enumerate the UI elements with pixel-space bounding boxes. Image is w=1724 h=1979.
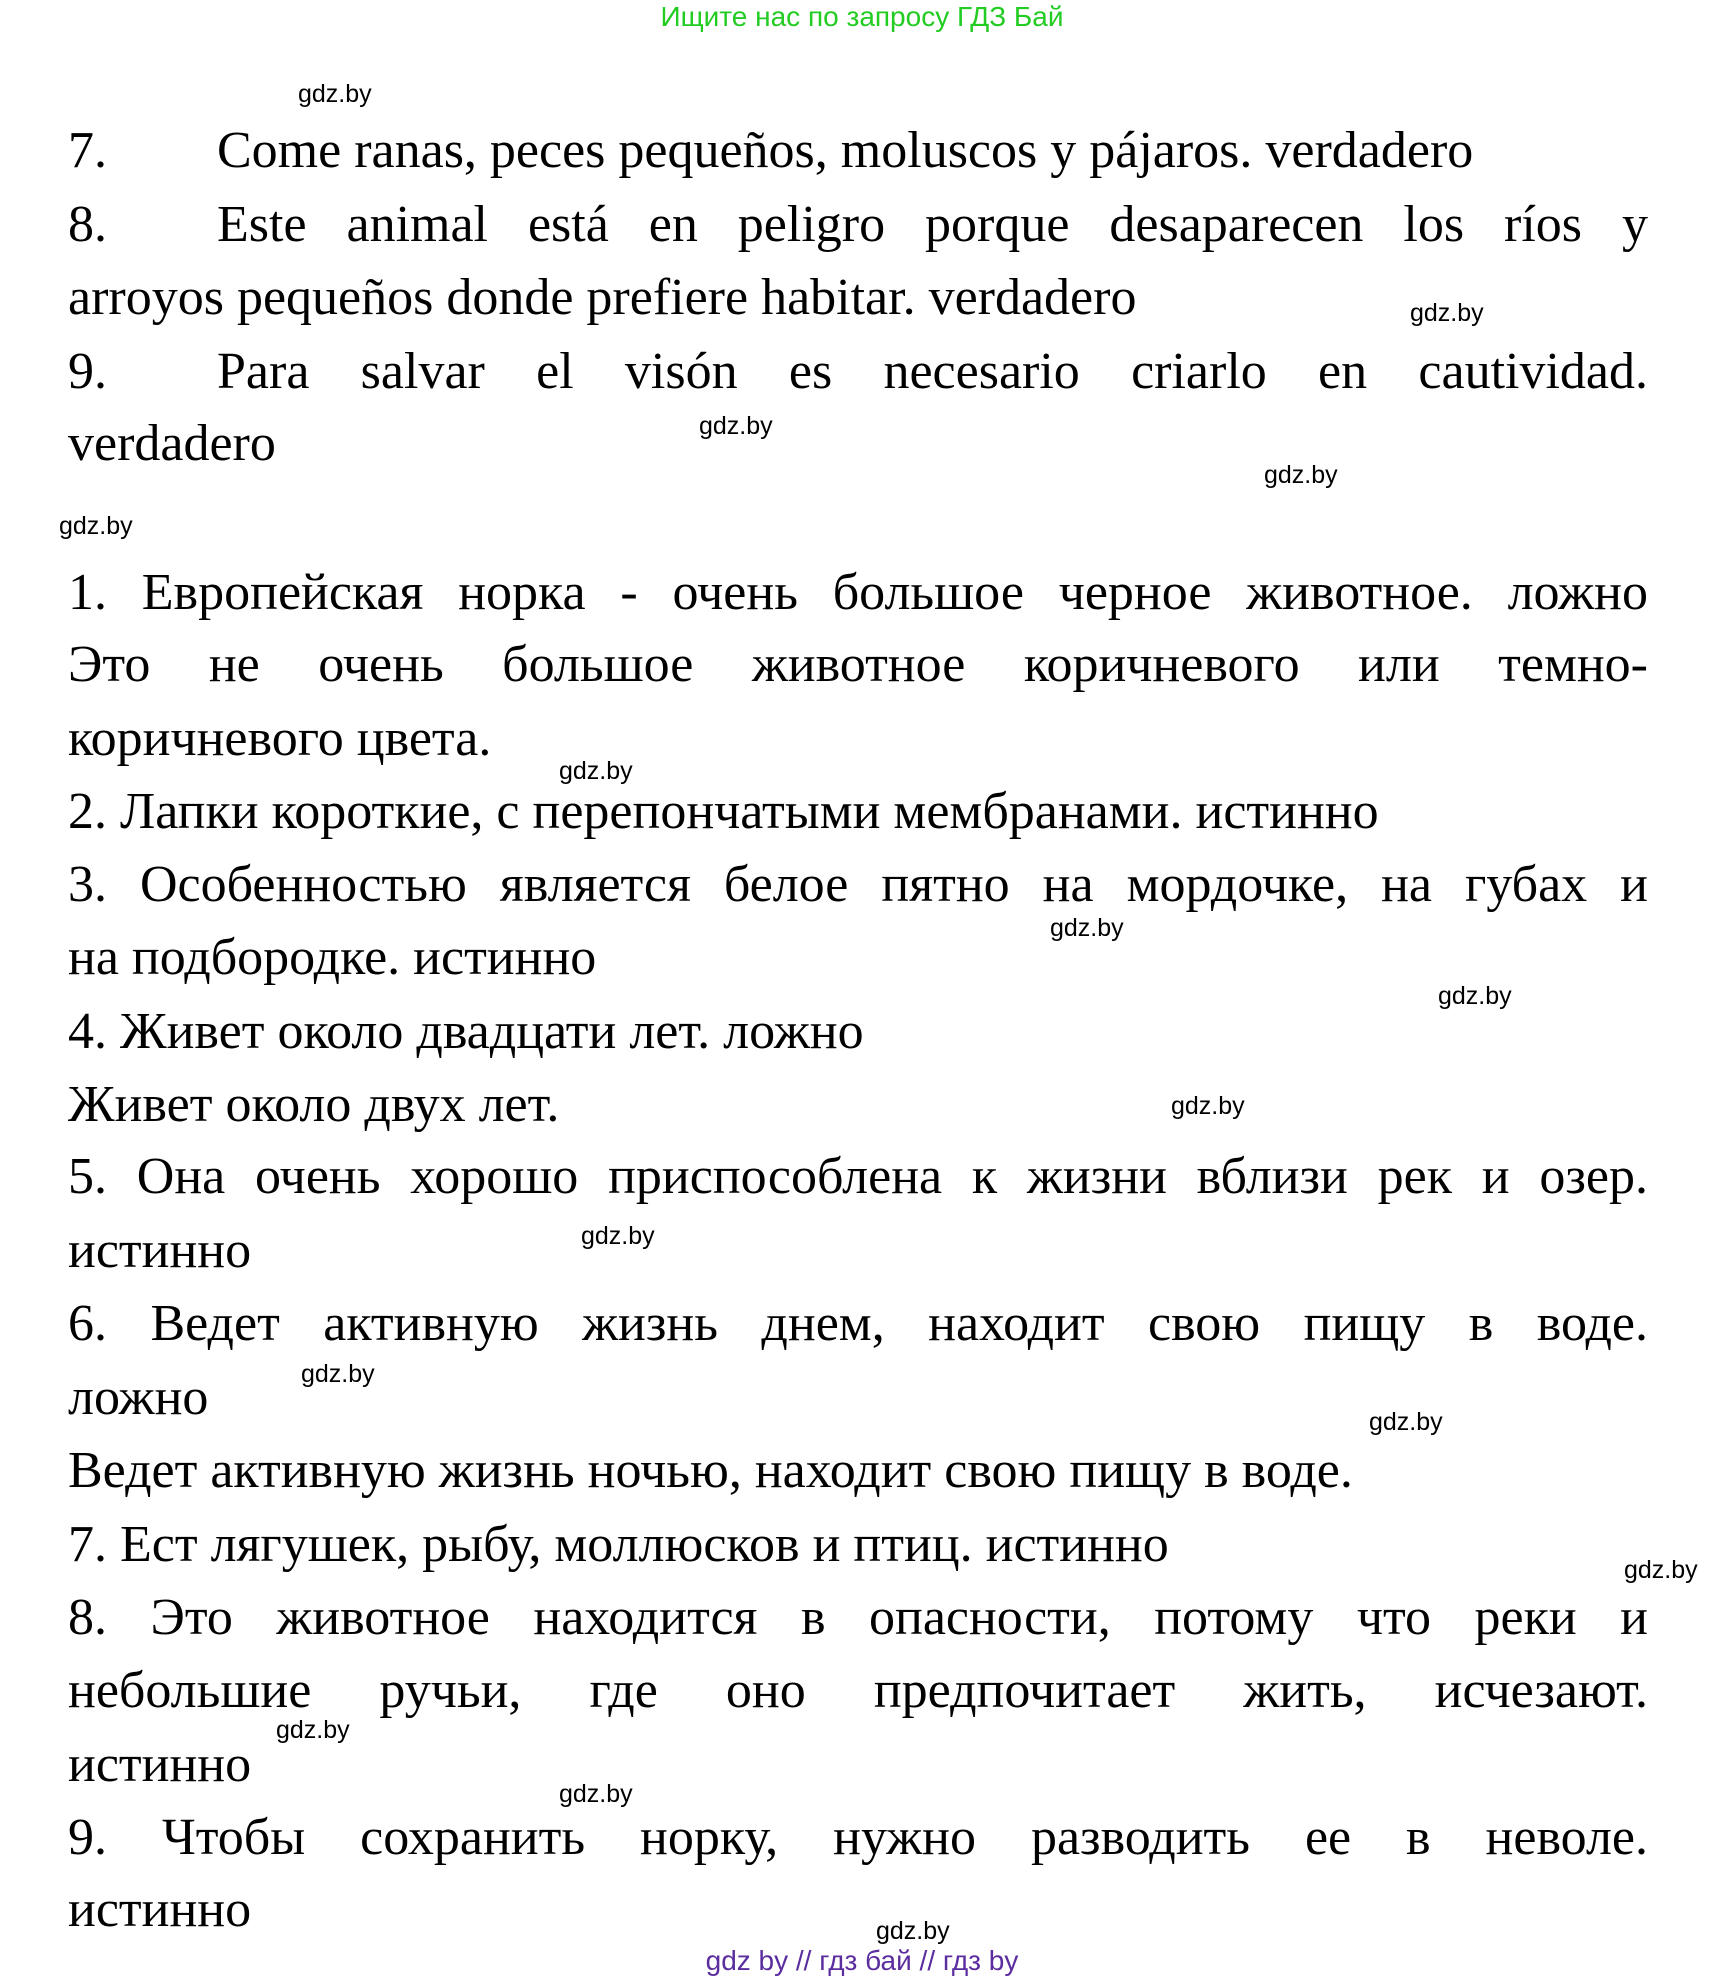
header-banner: Ищите нас по запросу ГДЗ Бай — [660, 1, 1064, 32]
russian-line: 1. Европейская норка - очень большое черное животное. ложно — [68, 564, 1648, 621]
watermark: gdz.by — [1171, 1092, 1245, 1120]
watermark: gdz.by — [876, 1917, 950, 1945]
watermark: gdz.by — [581, 1222, 655, 1250]
russian-line: 8. Это животное находится в опасности, потому что реки и — [68, 1589, 1648, 1646]
watermark: gdz.by — [1264, 461, 1338, 489]
watermark: gdz.by — [699, 412, 773, 440]
russian-line: 6. Ведет активную жизнь днем, находит свою пищу в воде. — [68, 1295, 1648, 1352]
spanish-line: Come ranas, peces pequeños, moluscos y pájaros. verdadero — [217, 122, 1474, 179]
russian-line: ложно — [68, 1369, 209, 1426]
russian-line: 2. Лапки короткие, с перепончатыми мембранами. истинно — [68, 783, 1379, 840]
watermark: gdz.by — [559, 757, 633, 785]
watermark: gdz.by — [1410, 299, 1484, 327]
spanish-line: Este animal está en peligro porque desaparecen los ríos y — [217, 196, 1648, 253]
russian-line: Ведет активную жизнь ночью, находит свою пищу в воде. — [68, 1442, 1353, 1499]
watermark: gdz.by — [276, 1716, 350, 1744]
watermark: gdz.by — [298, 80, 372, 108]
russian-line: небольшие ручьи, где оно предпочитает жить, исчезают. — [68, 1662, 1648, 1719]
russian-line: на подбородке. истинно — [68, 929, 597, 986]
russian-line: 3. Особенностью является белое пятно на мордочке, на губах и — [68, 856, 1648, 913]
spanish-line: verdadero — [68, 415, 276, 472]
russian-line: 9. Чтобы сохранить норку, нужно разводить ее в неволе. — [68, 1809, 1648, 1866]
footer-banner: gdz by // гдз бай // гдз by — [705, 1945, 1019, 1976]
russian-line: истинно — [68, 1222, 252, 1279]
russian-line: коричневого цвета. — [68, 710, 492, 767]
watermark: gdz.by — [559, 1780, 633, 1808]
russian-line: истинно — [68, 1736, 252, 1793]
item-number: 9. — [68, 343, 107, 400]
spanish-line: arroyos pequeños donde prefiere habitar. verdadero — [68, 269, 1137, 326]
watermark: gdz.by — [1050, 914, 1124, 942]
russian-line: Это не очень большое животное коричневого или темно- — [68, 636, 1648, 693]
watermark: gdz.by — [1624, 1556, 1698, 1584]
watermark: gdz.by — [1438, 982, 1512, 1010]
russian-line: 4. Живет около двадцати лет. ложно — [68, 1003, 864, 1060]
spanish-line: Para salvar el visón es necesario criarlo en cautividad. — [217, 343, 1648, 400]
watermark: gdz.by — [1369, 1408, 1443, 1436]
item-number: 7. — [68, 122, 107, 179]
russian-line: истинно — [68, 1881, 252, 1938]
item-number: 8. — [68, 196, 107, 253]
watermark: gdz.by — [301, 1360, 375, 1388]
russian-line: 5. Она очень хорошо приспособлена к жизни вблизи рек и озер. — [68, 1148, 1648, 1205]
russian-line: 7. Ест лягушек, рыбу, моллюсков и птиц. истинно — [68, 1516, 1169, 1573]
watermark: gdz.by — [59, 512, 133, 540]
russian-line: Живет около двух лет. — [68, 1076, 560, 1133]
